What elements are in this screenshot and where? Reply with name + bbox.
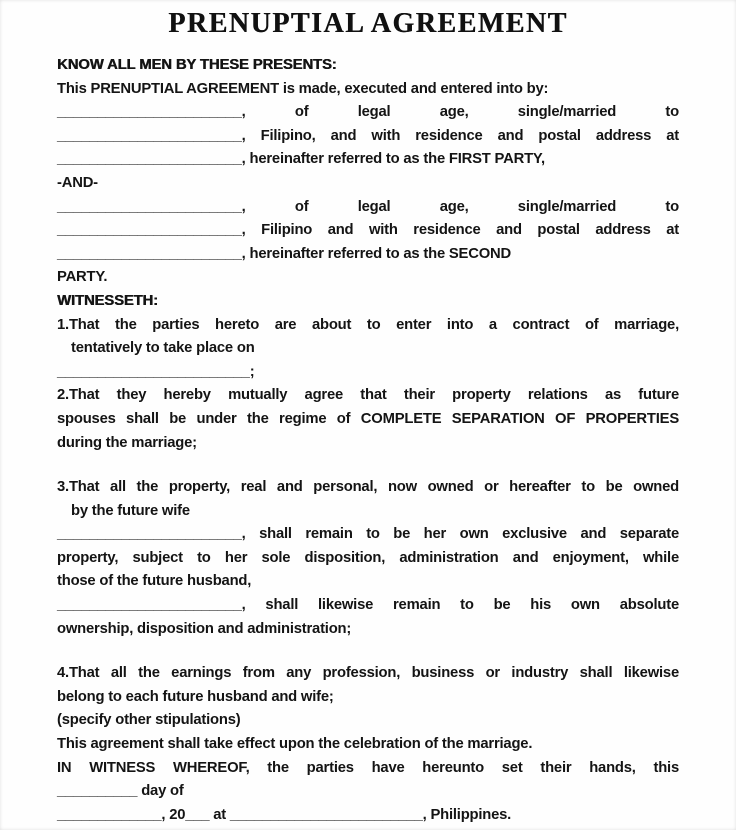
witness-whereof-line: IN WITNESS WHEREOF, the parties have hereunto set their hands, this xyxy=(57,759,679,776)
effectivity-line: This agreement shall take effect upon the celebration of the marriage. xyxy=(57,736,533,753)
document-title: PRENUPTIAL AGREEMENT xyxy=(168,8,568,39)
clause-1-line-2: tentatively to take place on xyxy=(71,340,255,357)
clause-1-line-1: 1.That the parties hereto are about to enter into a contract of marriage, xyxy=(57,316,679,333)
clause-3-line-1: 3.That all the property, real and personal, now owned or hereafter to be owned xyxy=(57,479,679,496)
stipulations-note: (specify other stipulations) xyxy=(57,712,241,729)
first-party-address-blank-line: _______________________, Filipino, and with residence and postal address at xyxy=(57,127,679,144)
intro-line: This PRENUPTIAL AGREEMENT is made, executed and entered into by: xyxy=(57,80,549,97)
date-place-blank-line: _____________, 20___ at ________________________, Philippines. xyxy=(57,806,512,823)
second-party-address-blank-line: _______________________, Filipino and with residence and postal address at xyxy=(57,222,679,239)
clause-2-line-1: 2.That they hereby mutually agree that their property relations as future xyxy=(57,387,679,404)
clause-2-line-2: spouses shall be under the regime of COMPLETE SEPARATION OF PROPERTIES xyxy=(57,410,679,427)
clause-3-line-2: by the future wife xyxy=(71,502,190,519)
clause-1-date-blank-line: ________________________; xyxy=(57,363,255,380)
clause-3-wife-blank-line: _______________________, shall remain to be her own exclusive and separate xyxy=(57,526,679,543)
document-body xyxy=(0,54,736,827)
and-separator: -AND- xyxy=(57,174,98,191)
first-party-name-blank-line: _______________________, of legal age, single/married to xyxy=(57,104,679,121)
clause-2-line-3: during the marriage; xyxy=(57,434,197,451)
clause-3-line-4: property, subject to her sole disposition, administration and enjoyment, while xyxy=(57,549,679,566)
clause-4-line-2: belong to each future husband and wife; xyxy=(57,688,334,705)
clause-4-line-1: 4.That all the earnings from any profession, business or industry shall likewise xyxy=(57,665,679,682)
second-party-designation-continuation: PARTY. xyxy=(57,269,108,286)
second-party-name-blank-line: _______________________, of legal age, single/married to xyxy=(57,198,679,215)
witnesseth-heading: WITNESSETH: xyxy=(57,292,158,309)
first-party-designation-line: _______________________, hereinafter referred to as the FIRST PARTY, xyxy=(57,151,545,168)
presents-heading: KNOW ALL MEN BY THESE PRESENTS: xyxy=(57,57,337,73)
second-party-designation-line: _______________________, hereinafter referred to as the SECOND xyxy=(57,245,511,262)
day-of-blank-line: __________ day of xyxy=(57,783,184,800)
clause-3-line-7: ownership, disposition and administration; xyxy=(57,620,352,637)
clause-3-husband-blank-line: _______________________, shall likewise remain to be his own absolute xyxy=(57,597,679,614)
clause-3-line-5: those of the future husband, xyxy=(57,573,252,590)
